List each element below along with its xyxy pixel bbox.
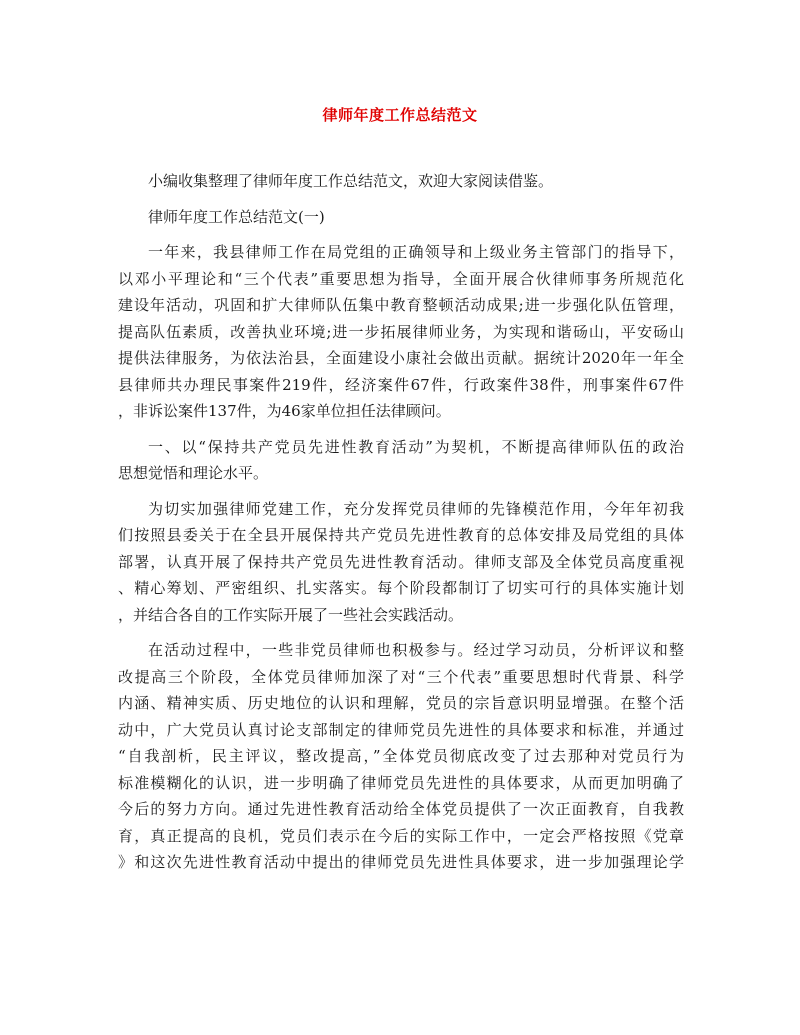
- paragraph-line: 标准模糊化的认识，进一步明确了律师党员先进性的具体要求，从而更加明确了: [118, 773, 684, 792]
- document-title: 律师年度工作总结范文: [322, 106, 478, 124]
- paragraph-line: 一年来，我县律师工作在局党组的正确领导和上级业务主管部门的指导下，: [148, 243, 684, 261]
- paragraph-line: ，并结合各自的工作实际开展了一些社会实践活动。: [118, 605, 464, 624]
- paragraph-line: 提供法律服务，为依法治县，全面建设小康社会做出贡献。据统计2020年一年全: [118, 349, 684, 367]
- paragraph-line: 律师年度工作总结范文(一): [148, 207, 325, 226]
- document-body: [118, 168, 684, 876]
- paragraph-line: 为切实加强律师党建工作，充分发挥党员律师的先锋模范作用，今年年初我: [148, 499, 684, 518]
- paragraph-line: ，非诉讼案件137件，为46家单位担任法律顾问。: [118, 402, 451, 420]
- paragraph-line: 今后的努力方向。通过先进性教育活动给全体党员提供了一次正面教育，自我教: [118, 800, 684, 818]
- paragraph-line: 以邓小平理论和“三个代表”重要思想为指导，全面开展合伙律师事务所规范化: [118, 269, 684, 288]
- paragraph-line: 内涵、精神实质、历史地位的认识和理解，党员的宗旨意识明显增强。在整个活: [118, 694, 684, 712]
- paragraph-line: 一、以“保持共产党员先进性教育活动”为契机，不断提高律师队伍的政治: [148, 437, 684, 456]
- paragraph-line: 改提高三个阶段，全体党员律师加深了对“三个代表”重要思想时代背景、科学: [118, 667, 684, 686]
- paragraph-line: 在活动过程中，一些非党员律师也积极参与。经过学习动员，分析评议和整: [148, 641, 684, 659]
- paragraph-line: “自我剖析，民主评议，整改提高，”全体党员彻底改变了过去那种对党员行为: [118, 747, 684, 765]
- paragraph-line: 动中，广大党员认真讨论支部制定的律师党员先进性的具体要求和标准，并通过: [118, 720, 684, 739]
- paragraph-line: 小编收集整理了律师年度工作总结范文，欢迎大家阅读借鉴。: [148, 172, 554, 190]
- paragraph-line: 建设年活动，巩固和扩大律师队伍集中教育整顿活动成果;进一步强化队伍管理，: [118, 296, 684, 314]
- paragraph-line: 们按照县委关于在全县开展保持共产党员先进性教育的总体安排及局党组的具体: [118, 526, 684, 544]
- paragraph-line: 提高队伍素质，改善执业环境;进一步拓展律师业务，为实现和谐砀山，平安砀山: [118, 322, 684, 341]
- paragraph-line: 、精心筹划、严密组织、扎实落实。每个阶段都制订了切实可行的具体实施计划: [118, 579, 684, 597]
- paragraph-line: 育，真正提高的良机，党员们表示在今后的实际工作中，一定会严格按照《党章: [118, 826, 684, 845]
- paragraph-line: 部署，认真开展了保持共产党员先进性教育活动。律师支部及全体党员高度重视: [118, 552, 684, 571]
- paragraph-line: 思想觉悟和理论水平。: [118, 464, 269, 482]
- paragraph-line: 》和这次先进性教育活动中提出的律师党员先进性具体要求，进一步加强理论学: [118, 853, 684, 871]
- paragraph-line: 县律师共办理民事案件219件，经济案件67件，行政案件38件，刑事案件67件: [118, 375, 684, 394]
